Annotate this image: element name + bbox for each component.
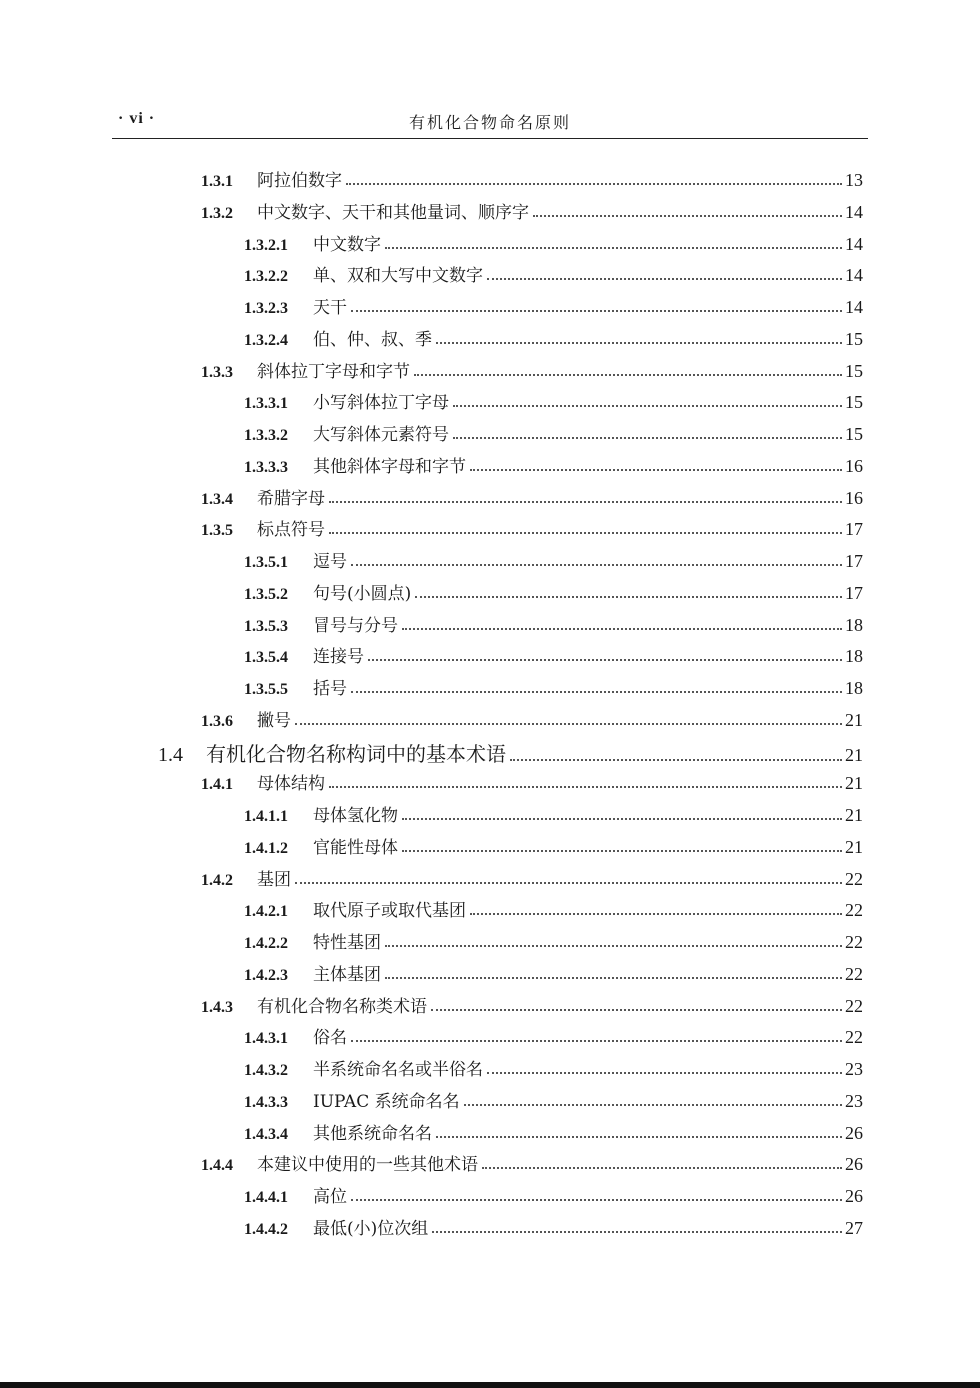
toc-entry[interactable] xyxy=(244,230,863,255)
dot-leader xyxy=(385,246,842,249)
toc-entry[interactable] xyxy=(244,579,863,604)
toc-entry-number: 1.4.4.1 xyxy=(244,1189,288,1206)
dot-leader xyxy=(510,758,842,761)
toc-entry-title: 基团 xyxy=(257,869,291,890)
toc-entry-page: 17 xyxy=(845,582,863,603)
toc-entry-number: 1.4.4 xyxy=(201,1157,233,1175)
dot-leader xyxy=(351,309,842,312)
toc-entry-title: 句号(小圆点) xyxy=(313,583,412,604)
toc-entry-title: 官能性母体 xyxy=(313,837,398,858)
dot-leader xyxy=(402,849,842,852)
toc-entry-title: 半系统命名名或半俗名 xyxy=(313,1060,483,1080)
toc-entry-title: 括号 xyxy=(313,679,347,699)
toc-entry[interactable] xyxy=(201,992,863,1017)
toc-entry-title: 天干 xyxy=(313,298,347,318)
dot-leader xyxy=(385,944,842,947)
toc-entry-page: 26 xyxy=(845,1186,863,1206)
toc-entry-page: 21 xyxy=(845,709,863,730)
toc-entry-title: 希腊字母 xyxy=(257,488,325,509)
dot-leader xyxy=(351,1039,842,1042)
toc-entry[interactable] xyxy=(201,198,863,223)
toc-entry[interactable] xyxy=(244,642,863,667)
dot-leader xyxy=(351,563,842,566)
toc-entry[interactable] xyxy=(201,769,863,794)
toc-entry-page: 15 xyxy=(845,328,863,349)
toc-entry-title: 母体结构 xyxy=(257,774,325,795)
toc-entry-number: 1.4.3.4 xyxy=(244,1125,288,1143)
toc-entry-title: 大写斜体元素符号 xyxy=(313,425,449,445)
toc-entry-number: 1.3.2.2 xyxy=(244,268,288,286)
toc-entry-page: 14 xyxy=(845,265,863,286)
dot-leader xyxy=(415,595,842,598)
toc-entry-title: 高位 xyxy=(313,1187,347,1207)
toc-entry[interactable] xyxy=(244,1119,863,1144)
toc-entry-page: 15 xyxy=(845,424,863,444)
toc-entry-number: 1.4.2.3 xyxy=(244,966,288,984)
toc-entry-page: 21 xyxy=(845,773,863,794)
toc-entry-page: 14 xyxy=(845,297,863,317)
toc-entry[interactable] xyxy=(244,388,863,413)
scan-bottom-edge xyxy=(0,1382,980,1388)
dot-leader xyxy=(453,436,842,439)
toc-entry-page: 26 xyxy=(845,1154,863,1175)
toc-entry[interactable] xyxy=(201,706,863,731)
toc-entry-page: 15 xyxy=(845,360,863,381)
toc-entry-number: 1.4.3 xyxy=(201,998,233,1016)
toc-entry-title: 本建议中使用的一些其他术语 xyxy=(257,1155,478,1176)
toc-entry-number: 1.3.6 xyxy=(201,712,233,730)
toc-entry-page: 16 xyxy=(845,455,863,476)
toc-entry-number: 1.4.1.2 xyxy=(244,839,288,857)
toc-entry-page: 17 xyxy=(845,551,863,571)
toc-entry-number: 1.3.5.4 xyxy=(244,649,288,667)
toc-entry-title: 母体氢化物 xyxy=(313,806,398,826)
toc-entry-page: 21 xyxy=(845,744,863,765)
toc-entry-page: 21 xyxy=(845,805,863,825)
toc-entry-number: 1.3.3 xyxy=(201,363,233,381)
toc-entry-number: 1.4.1.1 xyxy=(244,808,288,825)
toc-entry-page: 13 xyxy=(845,170,863,190)
toc-entry-page: 27 xyxy=(845,1217,863,1238)
toc-entry-title: 其他系统命名名 xyxy=(313,1123,432,1144)
dot-leader xyxy=(351,690,842,693)
dot-leader xyxy=(385,976,842,979)
dot-leader xyxy=(295,881,842,884)
toc-entry-page: 22 xyxy=(845,900,863,921)
toc-entry-number: 1.3.2.3 xyxy=(244,300,288,317)
dot-leader xyxy=(436,1135,842,1138)
toc-entry-title: 阿拉伯数字 xyxy=(257,171,342,191)
toc-entry-title: 俗名 xyxy=(313,1028,347,1049)
toc-entry-page: 14 xyxy=(845,233,863,254)
toc-entry-number: 1.3.1 xyxy=(201,173,233,190)
toc-entry[interactable] xyxy=(244,325,863,350)
toc-entry[interactable] xyxy=(201,865,863,890)
toc-entry[interactable] xyxy=(244,261,863,286)
toc-entry-title: 连接号 xyxy=(313,647,364,668)
toc-entry-number: 1.3.2.1 xyxy=(244,236,288,254)
toc-entry-title: 伯、仲、叔、季 xyxy=(313,329,432,350)
dot-leader xyxy=(436,341,842,344)
toc-entry[interactable] xyxy=(201,515,863,540)
toc-entry-number: 1.4.2.2 xyxy=(244,935,288,952)
dot-leader xyxy=(470,912,842,915)
toc-entry-number: 1.4.3.3 xyxy=(244,1093,288,1111)
toc-entry[interactable] xyxy=(244,1087,863,1112)
running-header xyxy=(112,108,868,139)
toc-entry-page: 18 xyxy=(845,646,863,667)
toc-entry-title: 斜体拉丁字母和字节 xyxy=(257,361,410,382)
toc-entry-page: 22 xyxy=(845,995,863,1016)
toc-entry-page: 23 xyxy=(845,1059,863,1079)
toc-entry-title: IUPAC 系统命名名 xyxy=(313,1091,460,1112)
dot-leader xyxy=(346,182,842,185)
toc-entry-number: 1.3.3.3 xyxy=(244,458,288,476)
toc-entry[interactable] xyxy=(201,357,863,382)
toc-entry[interactable] xyxy=(244,928,863,953)
toc-entry[interactable] xyxy=(244,1055,863,1080)
toc-entry[interactable] xyxy=(158,738,863,767)
toc-entry[interactable] xyxy=(244,547,863,572)
toc-entry-number: 1.3.3.2 xyxy=(244,427,288,444)
toc-entry-page: 21 xyxy=(845,836,863,857)
dot-leader xyxy=(431,1008,842,1011)
toc-entry-title: 特性基团 xyxy=(313,933,381,953)
toc-entry[interactable] xyxy=(244,1023,863,1048)
toc-entry-title: 主体基团 xyxy=(313,964,381,985)
toc-entry-number: 1.4.2 xyxy=(201,871,233,889)
toc-entry[interactable] xyxy=(201,484,863,509)
toc-entry-title: 有机化合物名称类术语 xyxy=(257,996,427,1017)
toc-entry-number: 1.3.2 xyxy=(201,204,233,222)
dot-leader xyxy=(414,373,842,376)
toc-entry-title: 冒号与分号 xyxy=(313,615,398,636)
toc-entry-number: 1.4.1 xyxy=(201,776,233,794)
dot-leader xyxy=(295,722,842,725)
toc-entry[interactable] xyxy=(244,611,863,636)
toc-entry-page: 16 xyxy=(845,487,863,508)
toc-entry-title: 其他斜体字母和字节 xyxy=(313,456,466,477)
toc-entry[interactable] xyxy=(244,452,863,477)
toc-entry-number: 1.3.5.1 xyxy=(244,554,288,571)
dot-leader xyxy=(402,627,842,630)
toc-entry[interactable] xyxy=(244,801,863,826)
toc-entry-number: 1.4.4.2 xyxy=(244,1220,288,1238)
dot-leader xyxy=(487,277,842,280)
dot-leader xyxy=(487,1071,842,1074)
toc-entry-page: 14 xyxy=(845,201,863,222)
toc-entry-number: 1.3.3.1 xyxy=(244,395,288,413)
toc-entry-title: 最低(小)位次组 xyxy=(313,1218,429,1239)
toc-entry[interactable] xyxy=(244,833,863,858)
toc-entry-title: 逗号 xyxy=(313,552,347,572)
toc-entry-page: 22 xyxy=(845,963,863,984)
toc-entry-number: 1.4.3.2 xyxy=(244,1062,288,1079)
toc-entry[interactable] xyxy=(244,293,863,318)
toc-entry-title: 有机化合物名称构词中的基本术语 xyxy=(206,741,506,766)
toc-entry-page: 18 xyxy=(845,614,863,635)
dot-leader xyxy=(368,658,842,661)
dot-leader xyxy=(351,1198,842,1201)
toc-entry-number: 1.3.5.3 xyxy=(244,617,288,635)
dot-leader xyxy=(533,214,842,217)
toc-entry-title: 撇号 xyxy=(257,710,291,731)
toc-entry-page: 18 xyxy=(845,678,863,698)
toc-entry-number: 1.4 xyxy=(158,743,183,766)
toc-entry-page: 23 xyxy=(845,1090,863,1111)
dot-leader xyxy=(464,1103,842,1106)
toc-entry[interactable] xyxy=(201,1150,863,1175)
dot-leader xyxy=(329,500,842,503)
toc-entry-page: 26 xyxy=(845,1122,863,1143)
toc-entry-number: 1.3.2.4 xyxy=(244,331,288,349)
toc-entry-title: 小写斜体拉丁字母 xyxy=(313,393,449,414)
toc-entry[interactable] xyxy=(244,1214,863,1239)
toc-entry-number: 1.3.5 xyxy=(201,522,233,540)
toc-entry-page: 22 xyxy=(845,868,863,889)
dot-leader xyxy=(402,817,842,820)
toc-entry-page: 17 xyxy=(845,519,863,540)
toc-entry-number: 1.3.5.5 xyxy=(244,681,288,698)
toc-entry-title: 单、双和大写中文数字 xyxy=(313,266,483,287)
toc-entry-title: 标点符号 xyxy=(257,520,325,541)
toc-entry[interactable] xyxy=(244,674,863,699)
toc-entry-page: 22 xyxy=(845,932,863,952)
dot-leader xyxy=(453,404,842,407)
running-title: 有机化合物命名原则 xyxy=(408,113,571,132)
toc-entry[interactable] xyxy=(244,420,863,445)
toc-entry-title: 取代原子或取代基团 xyxy=(313,901,466,922)
toc-entry-page: 22 xyxy=(845,1027,863,1048)
toc-entry-number: 1.3.5.2 xyxy=(244,585,288,603)
toc-entry-number: 1.4.3.1 xyxy=(244,1030,288,1048)
toc-entry-number: 1.3.4 xyxy=(201,490,233,508)
toc-entry[interactable] xyxy=(201,166,863,191)
dot-leader xyxy=(482,1166,842,1169)
dot-leader xyxy=(470,468,842,471)
toc-entry-title: 中文数字、天干和其他量词、顺序字 xyxy=(257,202,529,223)
toc-entry-page: 15 xyxy=(845,392,863,413)
page-number: · vi · xyxy=(118,110,156,127)
dot-leader xyxy=(329,785,842,788)
dot-leader xyxy=(329,531,842,534)
toc-entry-title: 中文数字 xyxy=(313,234,381,255)
toc-entry[interactable] xyxy=(244,960,863,985)
toc-entry[interactable] xyxy=(244,1182,863,1207)
dot-leader xyxy=(432,1230,842,1233)
toc-entry-number: 1.4.2.1 xyxy=(244,903,288,921)
toc-entry[interactable] xyxy=(244,896,863,921)
